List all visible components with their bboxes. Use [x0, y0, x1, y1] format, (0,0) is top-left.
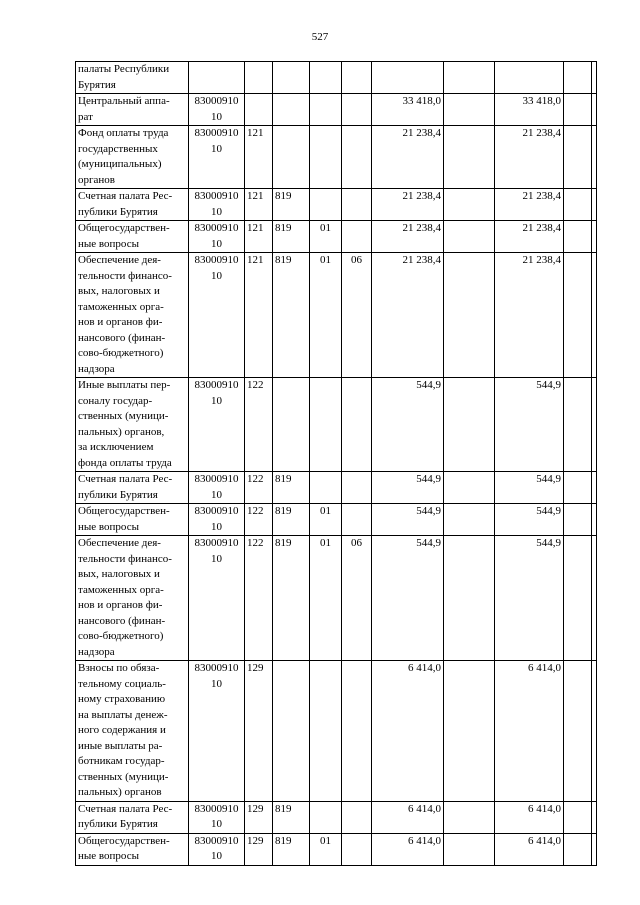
amount-empty-cell [564, 221, 592, 253]
section-cell [310, 472, 342, 504]
grbs-cell: 819 [273, 472, 310, 504]
amount-empty-cell [564, 833, 592, 865]
section-cell [310, 94, 342, 126]
expense-type-cell: 129 [245, 801, 273, 833]
row-name-cell: Общегосударствен- ные вопросы [76, 504, 189, 536]
amount-empty-cell [592, 504, 597, 536]
subsection-cell [342, 62, 372, 94]
target-article-cell: 83000910 10 [189, 126, 245, 189]
amount-total-cell: 544,9 [372, 472, 444, 504]
amount-own-cell: 544,9 [495, 536, 564, 661]
expense-type-cell: 121 [245, 189, 273, 221]
amount-total-cell: 6 414,0 [372, 661, 444, 802]
amount-empty-cell [444, 378, 495, 472]
amount-own-cell: 6 414,0 [495, 801, 564, 833]
subsection-cell [342, 221, 372, 253]
expense-type-cell: 122 [245, 536, 273, 661]
amount-own-cell: 544,9 [495, 378, 564, 472]
expense-type-cell: 121 [245, 126, 273, 189]
table-row [76, 378, 597, 472]
section-cell [310, 661, 342, 802]
row-name-cell: Иные выплаты пер- соналу государ- ственных (муници- пальных) органов, за исключением фонда оплаты труда [76, 378, 189, 472]
amount-total-cell: 21 238,4 [372, 253, 444, 378]
section-cell: 01 [310, 221, 342, 253]
table-row [76, 472, 597, 504]
section-cell: 01 [310, 504, 342, 536]
section-cell [310, 189, 342, 221]
amount-empty-cell [444, 833, 495, 865]
expense-type-cell [245, 62, 273, 94]
budget-table [75, 61, 597, 866]
amount-empty-cell [444, 801, 495, 833]
amount-empty-cell [444, 253, 495, 378]
amount-empty-cell [564, 801, 592, 833]
amount-empty-cell [564, 536, 592, 661]
grbs-cell: 819 [273, 253, 310, 378]
row-name-cell: Фонд оплаты труда государственных (муниципальных) органов [76, 126, 189, 189]
amount-empty-cell [592, 536, 597, 661]
section-cell [310, 126, 342, 189]
target-article-cell: 83000910 10 [189, 221, 245, 253]
amount-empty-cell [444, 504, 495, 536]
amount-total-cell: 544,9 [372, 504, 444, 536]
amount-own-cell: 33 418,0 [495, 94, 564, 126]
table-row [76, 504, 597, 536]
table-row [76, 661, 597, 802]
grbs-cell: 819 [273, 189, 310, 221]
amount-empty-cell [564, 378, 592, 472]
subsection-cell [342, 833, 372, 865]
amount-empty-cell [592, 126, 597, 189]
amount-empty-cell [444, 536, 495, 661]
table-row [76, 62, 597, 94]
target-article-cell: 83000910 10 [189, 801, 245, 833]
expense-type-cell: 122 [245, 378, 273, 472]
amount-empty-cell [592, 833, 597, 865]
table-row [76, 536, 597, 661]
grbs-cell: 819 [273, 221, 310, 253]
subsection-cell [342, 189, 372, 221]
amount-total-cell: 544,9 [372, 536, 444, 661]
amount-empty-cell [564, 472, 592, 504]
amount-empty-cell [592, 62, 597, 94]
row-name-cell: Обеспечение дея- тельности финансо- вых, налоговых и таможенных орга- нов и органов фи- нансового (финан- сово-бюджетного) надзора [76, 253, 189, 378]
amount-total-cell: 21 238,4 [372, 189, 444, 221]
amount-total-cell: 544,9 [372, 378, 444, 472]
target-article-cell: 83000910 10 [189, 378, 245, 472]
expense-type-cell [245, 94, 273, 126]
amount-own-cell: 21 238,4 [495, 221, 564, 253]
amount-empty-cell [592, 189, 597, 221]
amount-empty-cell [592, 472, 597, 504]
target-article-cell: 83000910 10 [189, 189, 245, 221]
grbs-cell: 819 [273, 801, 310, 833]
expense-type-cell: 129 [245, 833, 273, 865]
amount-empty-cell [444, 189, 495, 221]
table-row [76, 833, 597, 865]
table-row [76, 221, 597, 253]
row-name-cell: Счетная палата Рес- публики Бурятия [76, 189, 189, 221]
amount-total-cell: 33 418,0 [372, 94, 444, 126]
table-row [76, 94, 597, 126]
amount-empty-cell [444, 472, 495, 504]
expense-type-cell: 121 [245, 253, 273, 378]
grbs-cell: 819 [273, 833, 310, 865]
row-name-cell: Счетная палата Рес- публики Бурятия [76, 801, 189, 833]
section-cell [310, 378, 342, 472]
amount-own-cell: 6 414,0 [495, 833, 564, 865]
amount-empty-cell [564, 504, 592, 536]
table-row [76, 189, 597, 221]
amount-empty-cell [444, 661, 495, 802]
subsection-cell [342, 378, 372, 472]
amount-empty-cell [564, 94, 592, 126]
amount-empty-cell [592, 661, 597, 802]
row-name-cell: Счетная палата Рес- публики Бурятия [76, 472, 189, 504]
amount-own-cell: 6 414,0 [495, 661, 564, 802]
grbs-cell [273, 126, 310, 189]
target-article-cell: 83000910 10 [189, 504, 245, 536]
expense-type-cell: 122 [245, 504, 273, 536]
section-cell: 01 [310, 536, 342, 661]
row-name-cell: Центральный аппа- рат [76, 94, 189, 126]
target-article-cell: 83000910 10 [189, 253, 245, 378]
target-article-cell: 83000910 10 [189, 661, 245, 802]
subsection-cell [342, 661, 372, 802]
grbs-cell [273, 661, 310, 802]
subsection-cell [342, 472, 372, 504]
table-row [76, 253, 597, 378]
amount-empty-cell [592, 378, 597, 472]
subsection-cell [342, 94, 372, 126]
amount-empty-cell [564, 62, 592, 94]
amount-empty-cell [564, 189, 592, 221]
amount-own-cell: 544,9 [495, 504, 564, 536]
amount-empty-cell [592, 253, 597, 378]
amount-empty-cell [592, 801, 597, 833]
amount-total-cell: 21 238,4 [372, 221, 444, 253]
amount-total-cell: 6 414,0 [372, 833, 444, 865]
target-article-cell: 83000910 10 [189, 833, 245, 865]
amount-empty-cell [444, 62, 495, 94]
amount-own-cell: 21 238,4 [495, 189, 564, 221]
amount-own-cell: 21 238,4 [495, 253, 564, 378]
section-cell [310, 62, 342, 94]
grbs-cell: 819 [273, 504, 310, 536]
amount-own-cell [495, 62, 564, 94]
amount-empty-cell [564, 661, 592, 802]
section-cell: 01 [310, 253, 342, 378]
row-name-cell: Общегосударствен- ные вопросы [76, 221, 189, 253]
target-article-cell: 83000910 10 [189, 94, 245, 126]
section-cell [310, 801, 342, 833]
section-cell: 01 [310, 833, 342, 865]
target-article-cell: 83000910 10 [189, 536, 245, 661]
subsection-cell: 06 [342, 253, 372, 378]
grbs-cell [273, 62, 310, 94]
expense-type-cell: 121 [245, 221, 273, 253]
amount-empty-cell [592, 221, 597, 253]
amount-own-cell: 21 238,4 [495, 126, 564, 189]
amount-empty-cell [592, 94, 597, 126]
amount-total-cell: 21 238,4 [372, 126, 444, 189]
amount-empty-cell [564, 253, 592, 378]
subsection-cell [342, 126, 372, 189]
grbs-cell: 819 [273, 536, 310, 661]
subsection-cell [342, 504, 372, 536]
amount-own-cell: 544,9 [495, 472, 564, 504]
row-name-cell: палаты Республики Бурятия [76, 62, 189, 94]
grbs-cell [273, 378, 310, 472]
amount-empty-cell [444, 221, 495, 253]
row-name-cell: Обеспечение дея- тельности финансо- вых, налоговых и таможенных орга- нов и органов фи- нансового (финан- сово-бюджетного) надзора [76, 536, 189, 661]
expense-type-cell: 122 [245, 472, 273, 504]
page-number: 527 [311, 31, 329, 43]
subsection-cell: 06 [342, 536, 372, 661]
subsection-cell [342, 801, 372, 833]
row-name-cell: Взносы по обяза- тельному социаль- ному страхованию на выплаты денеж- ного содержания и иные выплаты ра- ботникам государ- ственных (муници- пальных) органов [76, 661, 189, 802]
target-article-cell [189, 62, 245, 94]
amount-empty-cell [444, 126, 495, 189]
table-row [76, 801, 597, 833]
table-row [76, 126, 597, 189]
row-name-cell: Общегосударствен- ные вопросы [76, 833, 189, 865]
target-article-cell: 83000910 10 [189, 472, 245, 504]
amount-total-cell [372, 62, 444, 94]
expense-type-cell: 129 [245, 661, 273, 802]
grbs-cell [273, 94, 310, 126]
amount-total-cell: 6 414,0 [372, 801, 444, 833]
amount-empty-cell [564, 126, 592, 189]
amount-empty-cell [444, 94, 495, 126]
